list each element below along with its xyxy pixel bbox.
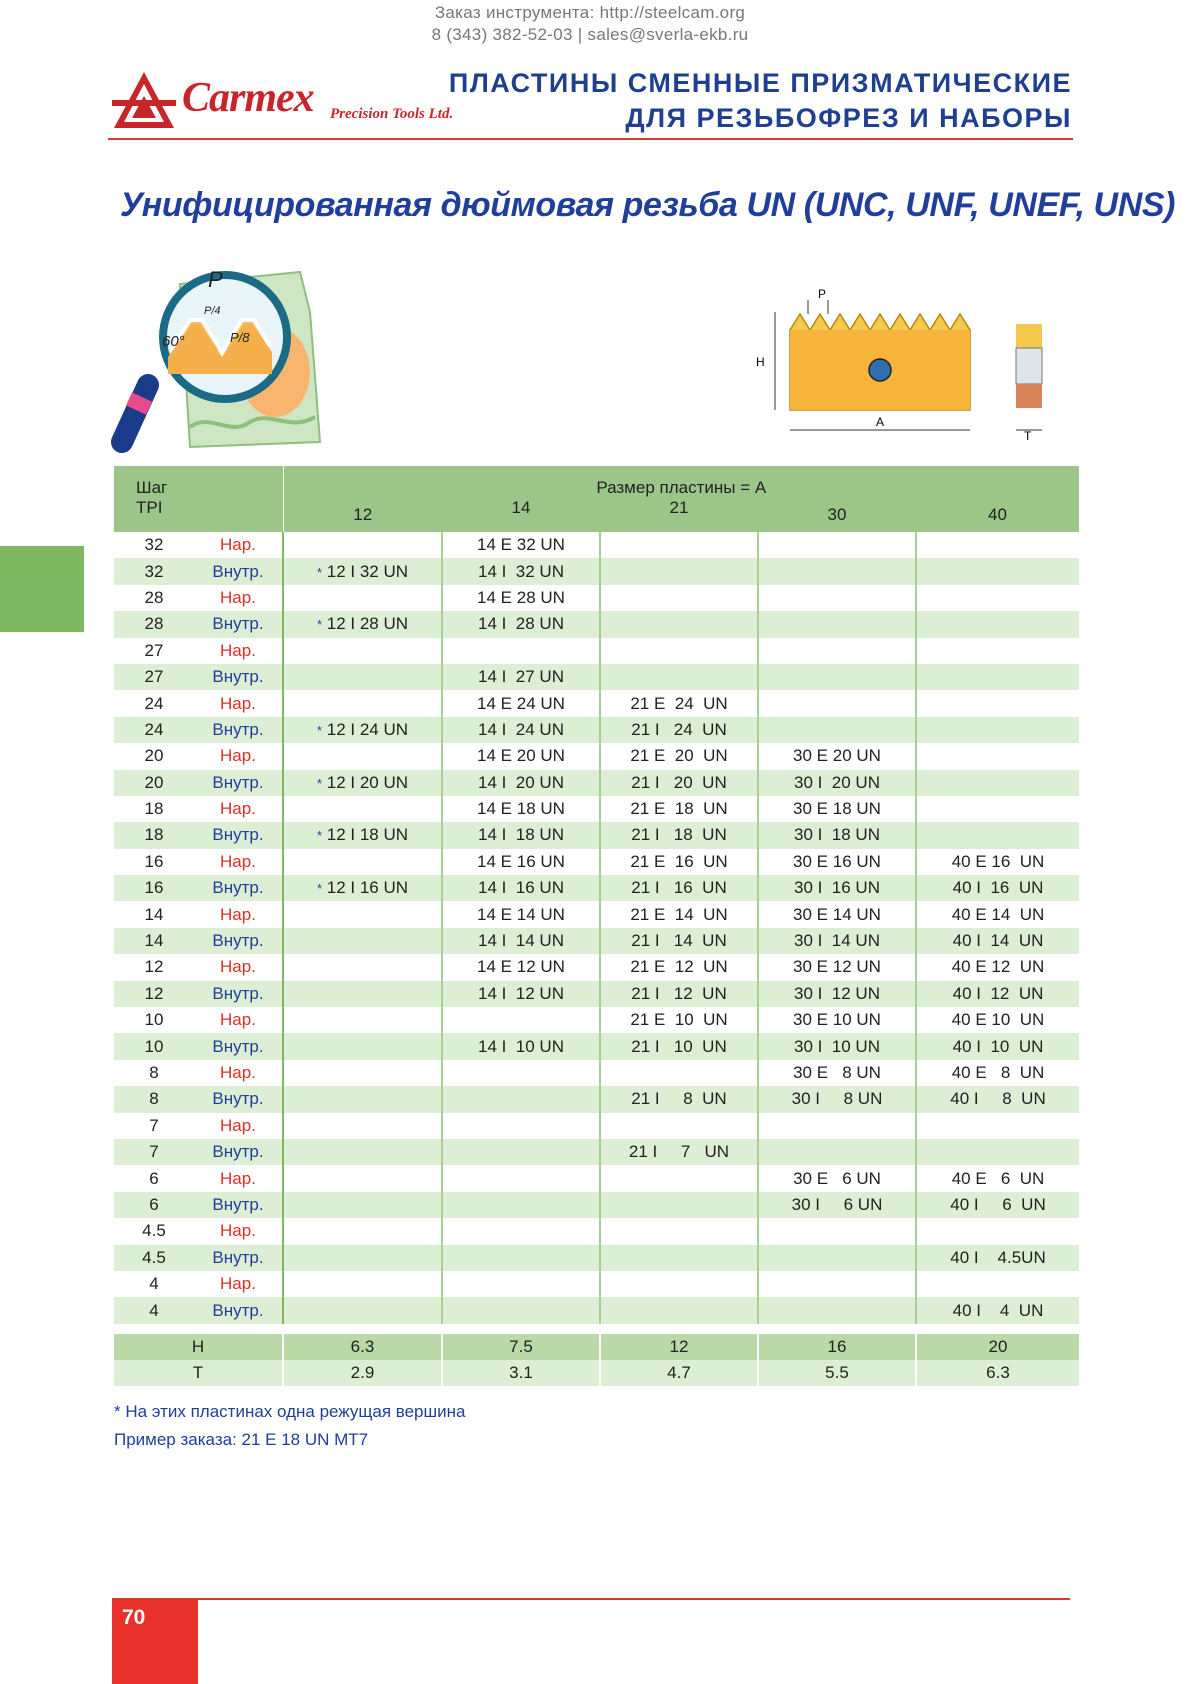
insert-code-cell [600, 532, 758, 558]
carmex-emblem-icon [112, 70, 176, 132]
insert-code-cell [916, 664, 1079, 690]
star-note: * На этих пластинах одна режущая вершина [114, 1402, 466, 1421]
insert-code-cell: 40 I 16 UN [916, 875, 1079, 901]
insert-code-cell [758, 611, 916, 637]
insert-code-cell [283, 849, 442, 875]
insert-code-cell [916, 822, 1079, 848]
tpi-cell: 10 [114, 1033, 194, 1059]
tpi-cell: 20 [114, 770, 194, 796]
thread-type-cell: Внутр. [194, 1245, 283, 1271]
thickness-row [114, 1360, 1079, 1386]
insert-code-cell [442, 1007, 600, 1033]
size-col-12: 12 [283, 498, 442, 532]
insert-code-cell [283, 928, 442, 954]
insert-code-cell [283, 1060, 442, 1086]
thread-type-cell: Внутр. [194, 611, 283, 637]
insert-code-cell: 14 I 27 UN [442, 664, 600, 690]
insert-code-cell [600, 1060, 758, 1086]
insert-code-cell: 14 E 20 UN [442, 743, 600, 769]
tpi-cell: 20 [114, 743, 194, 769]
insert-dimension-drawing [756, 287, 1090, 450]
insert-code-cell [283, 585, 442, 611]
insert-code-cell: * 12 I 18 UN [283, 822, 442, 848]
insert-code-cell: 21 I 20 UN [600, 770, 758, 796]
insert-code-cell: 40 I 10 UN [916, 1033, 1079, 1059]
insert-code-cell: 14 E 32 UN [442, 532, 600, 558]
single-edge-marker: * [316, 617, 323, 633]
thread-type-cell: Нар. [194, 954, 283, 980]
insert-code-cell [283, 1139, 442, 1165]
thread-type-cell: Нар. [194, 1165, 283, 1191]
thread-type-cell: Нар. [194, 585, 283, 611]
single-edge-marker: * [316, 722, 323, 738]
table-row [114, 558, 1079, 584]
tpi-cell: 6 [114, 1192, 194, 1218]
insert-code-cell [758, 1297, 916, 1323]
table-row [114, 1165, 1079, 1191]
contact-info [0, 2, 1190, 46]
dimensions-table [114, 1334, 1079, 1386]
dim-h-label: H [756, 355, 765, 369]
thread-type-cell: Нар. [194, 1113, 283, 1139]
insert-code-cell: 21 E 20 UN [600, 743, 758, 769]
tpi-cell: 14 [114, 901, 194, 927]
footer-divider [112, 1598, 1070, 1600]
table-row [114, 638, 1079, 664]
single-edge-marker: * [316, 775, 323, 791]
angle-label: 60° [162, 333, 185, 350]
insert-code-cell [283, 1218, 442, 1244]
section-tab [0, 546, 84, 632]
tpi-cell: 14 [114, 928, 194, 954]
insert-code-cell [283, 981, 442, 1007]
table-row [114, 901, 1079, 927]
table-row [114, 532, 1079, 558]
tpi-cell: 32 [114, 558, 194, 584]
insert-code-cell: 30 E 20 UN [758, 743, 916, 769]
single-edge-marker: * [316, 881, 323, 897]
table-row [114, 1297, 1079, 1323]
insert-code-cell: 21 E 24 UN [600, 690, 758, 716]
insert-code-cell [283, 796, 442, 822]
h-value: 7.5 [442, 1334, 600, 1360]
insert-code-cell: 40 E 16 UN [916, 849, 1079, 875]
table-row [114, 796, 1079, 822]
table-row [114, 1033, 1079, 1059]
dim-t-label: T [1024, 429, 1032, 443]
insert-code-cell [916, 638, 1079, 664]
thread-type-cell: Нар. [194, 1007, 283, 1033]
insert-code-cell: 40 I 14 UN [916, 928, 1079, 954]
table-row [114, 1245, 1079, 1271]
tpi-cell: 18 [114, 796, 194, 822]
carmex-logo [112, 70, 462, 135]
insert-code-cell: 21 I 24 UN [600, 717, 758, 743]
insert-code-cell: 30 E 8 UN [758, 1060, 916, 1086]
insert-code-cell: 14 E 14 UN [442, 901, 600, 927]
insert-code-cell: 30 I 10 UN [758, 1033, 916, 1059]
thread-type-cell: Нар. [194, 690, 283, 716]
table-row [114, 981, 1079, 1007]
insert-code-cell: * 12 I 32 UN [283, 558, 442, 584]
insert-code-cell [916, 558, 1079, 584]
insert-code-cell [758, 1271, 916, 1297]
tpi-cell: 28 [114, 585, 194, 611]
h-label: H [114, 1334, 283, 1360]
order-line: Заказ инструмента: http://steelcam.org [434, 3, 746, 22]
insert-code-cell [600, 585, 758, 611]
insert-code-cell [442, 1218, 600, 1244]
insert-code-cell [600, 1192, 758, 1218]
insert-code-cell [600, 1113, 758, 1139]
insert-code-cell [600, 1271, 758, 1297]
insert-code-cell [916, 743, 1079, 769]
insert-code-cell [600, 1297, 758, 1323]
insert-code-cell: 30 E 14 UN [758, 901, 916, 927]
insert-code-cell: * 12 I 28 UN [283, 611, 442, 637]
insert-code-cell [283, 954, 442, 980]
tpi-cell: 24 [114, 717, 194, 743]
t-value: 5.5 [758, 1360, 916, 1386]
insert-code-cell [916, 717, 1079, 743]
insert-code-cell [600, 1218, 758, 1244]
insert-code-cell [283, 1245, 442, 1271]
insert-code-cell [758, 585, 916, 611]
thread-type-cell: Нар. [194, 638, 283, 664]
table-row [114, 954, 1079, 980]
insert-code-cell [916, 796, 1079, 822]
insert-code-cell: 40 E 8 UN [916, 1060, 1079, 1086]
insert-code-cell [283, 690, 442, 716]
insert-code-cell [758, 717, 916, 743]
tpi-cell: 8 [114, 1086, 194, 1112]
insert-code-cell: 14 I 18 UN [442, 822, 600, 848]
insert-code-cell [916, 1139, 1079, 1165]
logo-brand: Carmex [182, 75, 314, 121]
tpi-cell: 24 [114, 690, 194, 716]
insert-code-cell [600, 558, 758, 584]
tpi-cell: 10 [114, 1007, 194, 1033]
table-row [114, 770, 1079, 796]
insert-code-cell: 40 I 4.5UN [916, 1245, 1079, 1271]
insert-code-cell [442, 1113, 600, 1139]
h-value: 16 [758, 1334, 916, 1360]
table-body [114, 532, 1079, 1324]
insert-code-cell [758, 664, 916, 690]
table-row [114, 611, 1079, 637]
table-row [114, 585, 1079, 611]
tpi-cell: 12 [114, 954, 194, 980]
thread-type-cell: Внутр. [194, 1086, 283, 1112]
single-edge-marker: * [316, 828, 323, 844]
insert-code-cell [758, 532, 916, 558]
insert-code-cell [916, 1271, 1079, 1297]
insert-code-cell: 30 I 6 UN [758, 1192, 916, 1218]
tpi-cell: 12 [114, 981, 194, 1007]
insert-code-cell [758, 1113, 916, 1139]
insert-code-cell: 30 I 16 UN [758, 875, 916, 901]
table-row [114, 1271, 1079, 1297]
size-col-30: 30 [758, 498, 916, 532]
insert-code-cell [283, 1033, 442, 1059]
contact-line: 8 (343) 382-52-03 | sales@sverla-ekb.ru [431, 25, 749, 44]
insert-code-cell: 40 I 12 UN [916, 981, 1079, 1007]
insert-code-cell [283, 1165, 442, 1191]
insert-code-cell [442, 1060, 600, 1086]
insert-code-cell [600, 638, 758, 664]
insert-code-cell [758, 638, 916, 664]
insert-code-cell: 14 I 16 UN [442, 875, 600, 901]
insert-code-cell: * 12 I 16 UN [283, 875, 442, 901]
insert-code-cell [442, 1139, 600, 1165]
insert-code-cell [758, 690, 916, 716]
pitch-label: P [208, 267, 223, 292]
page-header [449, 66, 1072, 136]
table-row [114, 1060, 1079, 1086]
header-line-1: ПЛАСТИНЫ СМЕННЫЕ ПРИЗМАТИЧЕСКИЕ [448, 68, 1072, 98]
thread-type-cell: Внутр. [194, 1139, 283, 1165]
insert-code-cell: 40 I 4 UN [916, 1297, 1079, 1323]
insert-code-cell: 14 E 16 UN [442, 849, 600, 875]
t-value: 3.1 [442, 1360, 600, 1386]
thread-type-cell: Нар. [194, 796, 283, 822]
thread-type-cell: Внутр. [194, 1192, 283, 1218]
size-col-21: 21 [600, 498, 758, 532]
insert-code-cell [442, 1271, 600, 1297]
insert-code-cell [758, 1245, 916, 1271]
insert-code-cell [916, 770, 1079, 796]
tpi-cell: 28 [114, 611, 194, 637]
table-row [114, 875, 1079, 901]
insert-code-cell: 14 E 12 UN [442, 954, 600, 980]
table-row [114, 849, 1079, 875]
insert-code-cell: 30 E 12 UN [758, 954, 916, 980]
insert-code-cell: 40 E 14 UN [916, 901, 1079, 927]
thread-type-cell: Нар. [194, 1271, 283, 1297]
header-divider [108, 138, 1073, 140]
insert-code-cell [442, 1086, 600, 1112]
tpi-cell: 6 [114, 1165, 194, 1191]
table-row [114, 1192, 1079, 1218]
tpi-cell: 16 [114, 849, 194, 875]
size-header: Размер пластины = A [283, 466, 1079, 498]
tpi-cell: 4 [114, 1297, 194, 1323]
thread-type-cell: Нар. [194, 1218, 283, 1244]
insert-code-cell [283, 1113, 442, 1139]
insert-code-cell [442, 1297, 600, 1323]
insert-code-cell: 40 E 6 UN [916, 1165, 1079, 1191]
table-row [114, 1218, 1079, 1244]
table-row [114, 1007, 1079, 1033]
tpi-cell: 7 [114, 1139, 194, 1165]
logo-sub: Precision Tools Ltd. [330, 106, 454, 122]
insert-code-cell: 30 E 6 UN [758, 1165, 916, 1191]
p4-label: P/4 [204, 305, 221, 317]
size-col-40: 40 [916, 498, 1079, 532]
insert-code-cell [600, 664, 758, 690]
insert-code-cell: 30 E 10 UN [758, 1007, 916, 1033]
tpi-cell: 27 [114, 638, 194, 664]
thread-type-cell: Внутр. [194, 770, 283, 796]
insert-code-cell: 30 I 20 UN [758, 770, 916, 796]
t-label: T [114, 1360, 283, 1386]
insert-code-cell [916, 532, 1079, 558]
insert-code-cell: 14 I 14 UN [442, 928, 600, 954]
insert-code-cell: 21 I 14 UN [600, 928, 758, 954]
insert-code-cell [916, 1113, 1079, 1139]
dim-a-label: A [876, 415, 885, 429]
table-row [114, 717, 1079, 743]
insert-code-cell: 21 I 10 UN [600, 1033, 758, 1059]
table-row [114, 1113, 1079, 1139]
p8-label: P/8 [230, 330, 250, 345]
insert-code-cell: 14 E 18 UN [442, 796, 600, 822]
insert-code-cell [916, 690, 1079, 716]
insert-code-cell [442, 1192, 600, 1218]
insert-code-cell: 14 E 28 UN [442, 585, 600, 611]
insert-code-cell [758, 1139, 916, 1165]
insert-table [114, 466, 1079, 1324]
page-subtitle: Унифицированная дюймовая резьба UN (UNC, UNF, UNEF, UNS) [120, 186, 1176, 224]
table-row [114, 690, 1079, 716]
thread-type-cell: Нар. [194, 1060, 283, 1086]
insert-code-cell: 14 I 32 UN [442, 558, 600, 584]
tpi-cell: 4 [114, 1271, 194, 1297]
height-row [114, 1334, 1079, 1360]
table-row [114, 1086, 1079, 1112]
insert-code-cell: 21 E 16 UN [600, 849, 758, 875]
thread-type-cell: Внутр. [194, 558, 283, 584]
t-value: 2.9 [283, 1360, 442, 1386]
insert-code-cell: 14 I 24 UN [442, 717, 600, 743]
insert-code-cell [283, 664, 442, 690]
insert-code-cell: 21 E 14 UN [600, 901, 758, 927]
tpi-cell: 4.5 [114, 1218, 194, 1244]
h-value: 20 [916, 1334, 1079, 1360]
thread-type-cell: Внутр. [194, 1033, 283, 1059]
table-row [114, 664, 1079, 690]
thread-type-cell: Внутр. [194, 928, 283, 954]
tpi-cell: 4.5 [114, 1245, 194, 1271]
notes [114, 1398, 465, 1454]
t-value: 4.7 [600, 1360, 758, 1386]
tpi-cell: 7 [114, 1113, 194, 1139]
pitch-header: Шаг [114, 466, 283, 498]
tpi-cell: 32 [114, 532, 194, 558]
thread-profile-illustration [110, 262, 340, 458]
insert-code-cell [916, 1218, 1079, 1244]
tpi-cell: 18 [114, 822, 194, 848]
insert-code-cell: 40 I 8 UN [916, 1086, 1079, 1112]
insert-code-cell: 21 I 7 UN [600, 1139, 758, 1165]
thread-type-cell: Нар. [194, 849, 283, 875]
insert-code-cell [283, 638, 442, 664]
table-row [114, 1139, 1079, 1165]
thread-type-cell: Внутр. [194, 981, 283, 1007]
table-row [114, 743, 1079, 769]
thread-type-cell: Нар. [194, 532, 283, 558]
tpi-cell: 27 [114, 664, 194, 690]
insert-code-cell [283, 901, 442, 927]
insert-code-cell: 14 I 20 UN [442, 770, 600, 796]
insert-code-cell: 14 I 28 UN [442, 611, 600, 637]
insert-code-cell: 30 I 18 UN [758, 822, 916, 848]
insert-code-cell: * 12 I 24 UN [283, 717, 442, 743]
insert-code-cell [758, 1218, 916, 1244]
insert-code-cell [283, 1007, 442, 1033]
insert-code-cell [442, 638, 600, 664]
insert-code-cell: 30 I 14 UN [758, 928, 916, 954]
insert-code-cell [442, 1165, 600, 1191]
insert-code-cell: 40 E 12 UN [916, 954, 1079, 980]
insert-code-cell: 40 E 10 UN [916, 1007, 1079, 1033]
insert-code-cell [283, 1271, 442, 1297]
insert-code-cell [283, 1297, 442, 1323]
insert-code-cell: 14 I 12 UN [442, 981, 600, 1007]
insert-code-cell: 30 I 8 UN [758, 1086, 916, 1112]
insert-code-cell: 21 I 16 UN [600, 875, 758, 901]
table-row [114, 928, 1079, 954]
insert-code-cell: 21 E 12 UN [600, 954, 758, 980]
insert-code-cell: 30 E 18 UN [758, 796, 916, 822]
insert-code-cell: 40 I 6 UN [916, 1192, 1079, 1218]
page-number: 70 [122, 1606, 146, 1629]
thread-type-cell: Внутр. [194, 717, 283, 743]
insert-code-cell: 21 I 12 UN [600, 981, 758, 1007]
insert-code-cell [916, 585, 1079, 611]
thread-type-cell: Внутр. [194, 822, 283, 848]
dim-p-label: P [818, 287, 827, 301]
insert-code-cell: 21 I 18 UN [600, 822, 758, 848]
thread-type-cell: Нар. [194, 901, 283, 927]
thread-type-cell: Нар. [194, 743, 283, 769]
h-value: 12 [600, 1334, 758, 1360]
insert-code-cell: 14 E 24 UN [442, 690, 600, 716]
single-edge-marker: * [316, 564, 323, 580]
insert-code-cell [442, 1245, 600, 1271]
insert-code-cell [600, 1245, 758, 1271]
thread-type-cell: Внутр. [194, 875, 283, 901]
insert-code-cell: * 12 I 20 UN [283, 770, 442, 796]
size-col-14: 14 [442, 498, 600, 532]
tpi-header: TPI [114, 498, 283, 532]
insert-code-cell [600, 1165, 758, 1191]
order-example: Пример заказа: 21 E 18 UN MT7 [114, 1430, 369, 1449]
insert-code-cell [600, 611, 758, 637]
thread-type-cell: Внутр. [194, 1297, 283, 1323]
insert-code-cell [283, 1086, 442, 1112]
insert-code-cell: 21 E 10 UN [600, 1007, 758, 1033]
insert-code-cell: 14 I 10 UN [442, 1033, 600, 1059]
insert-code-cell: 30 E 16 UN [758, 849, 916, 875]
header-line-2: ДЛЯ РЕЗЬБОФРЕЗ И НАБОРЫ [625, 103, 1072, 133]
insert-code-cell [283, 532, 442, 558]
insert-code-cell [283, 1192, 442, 1218]
t-value: 6.3 [916, 1360, 1079, 1386]
insert-code-cell [283, 743, 442, 769]
table-row [114, 822, 1079, 848]
insert-code-cell: 21 E 18 UN [600, 796, 758, 822]
insert-code-cell: 21 I 8 UN [600, 1086, 758, 1112]
insert-code-cell: 30 I 12 UN [758, 981, 916, 1007]
insert-code-cell [916, 611, 1079, 637]
h-value: 6.3 [283, 1334, 442, 1360]
insert-code-cell [758, 558, 916, 584]
tpi-cell: 16 [114, 875, 194, 901]
thread-type-cell: Внутр. [194, 664, 283, 690]
tpi-cell: 8 [114, 1060, 194, 1086]
